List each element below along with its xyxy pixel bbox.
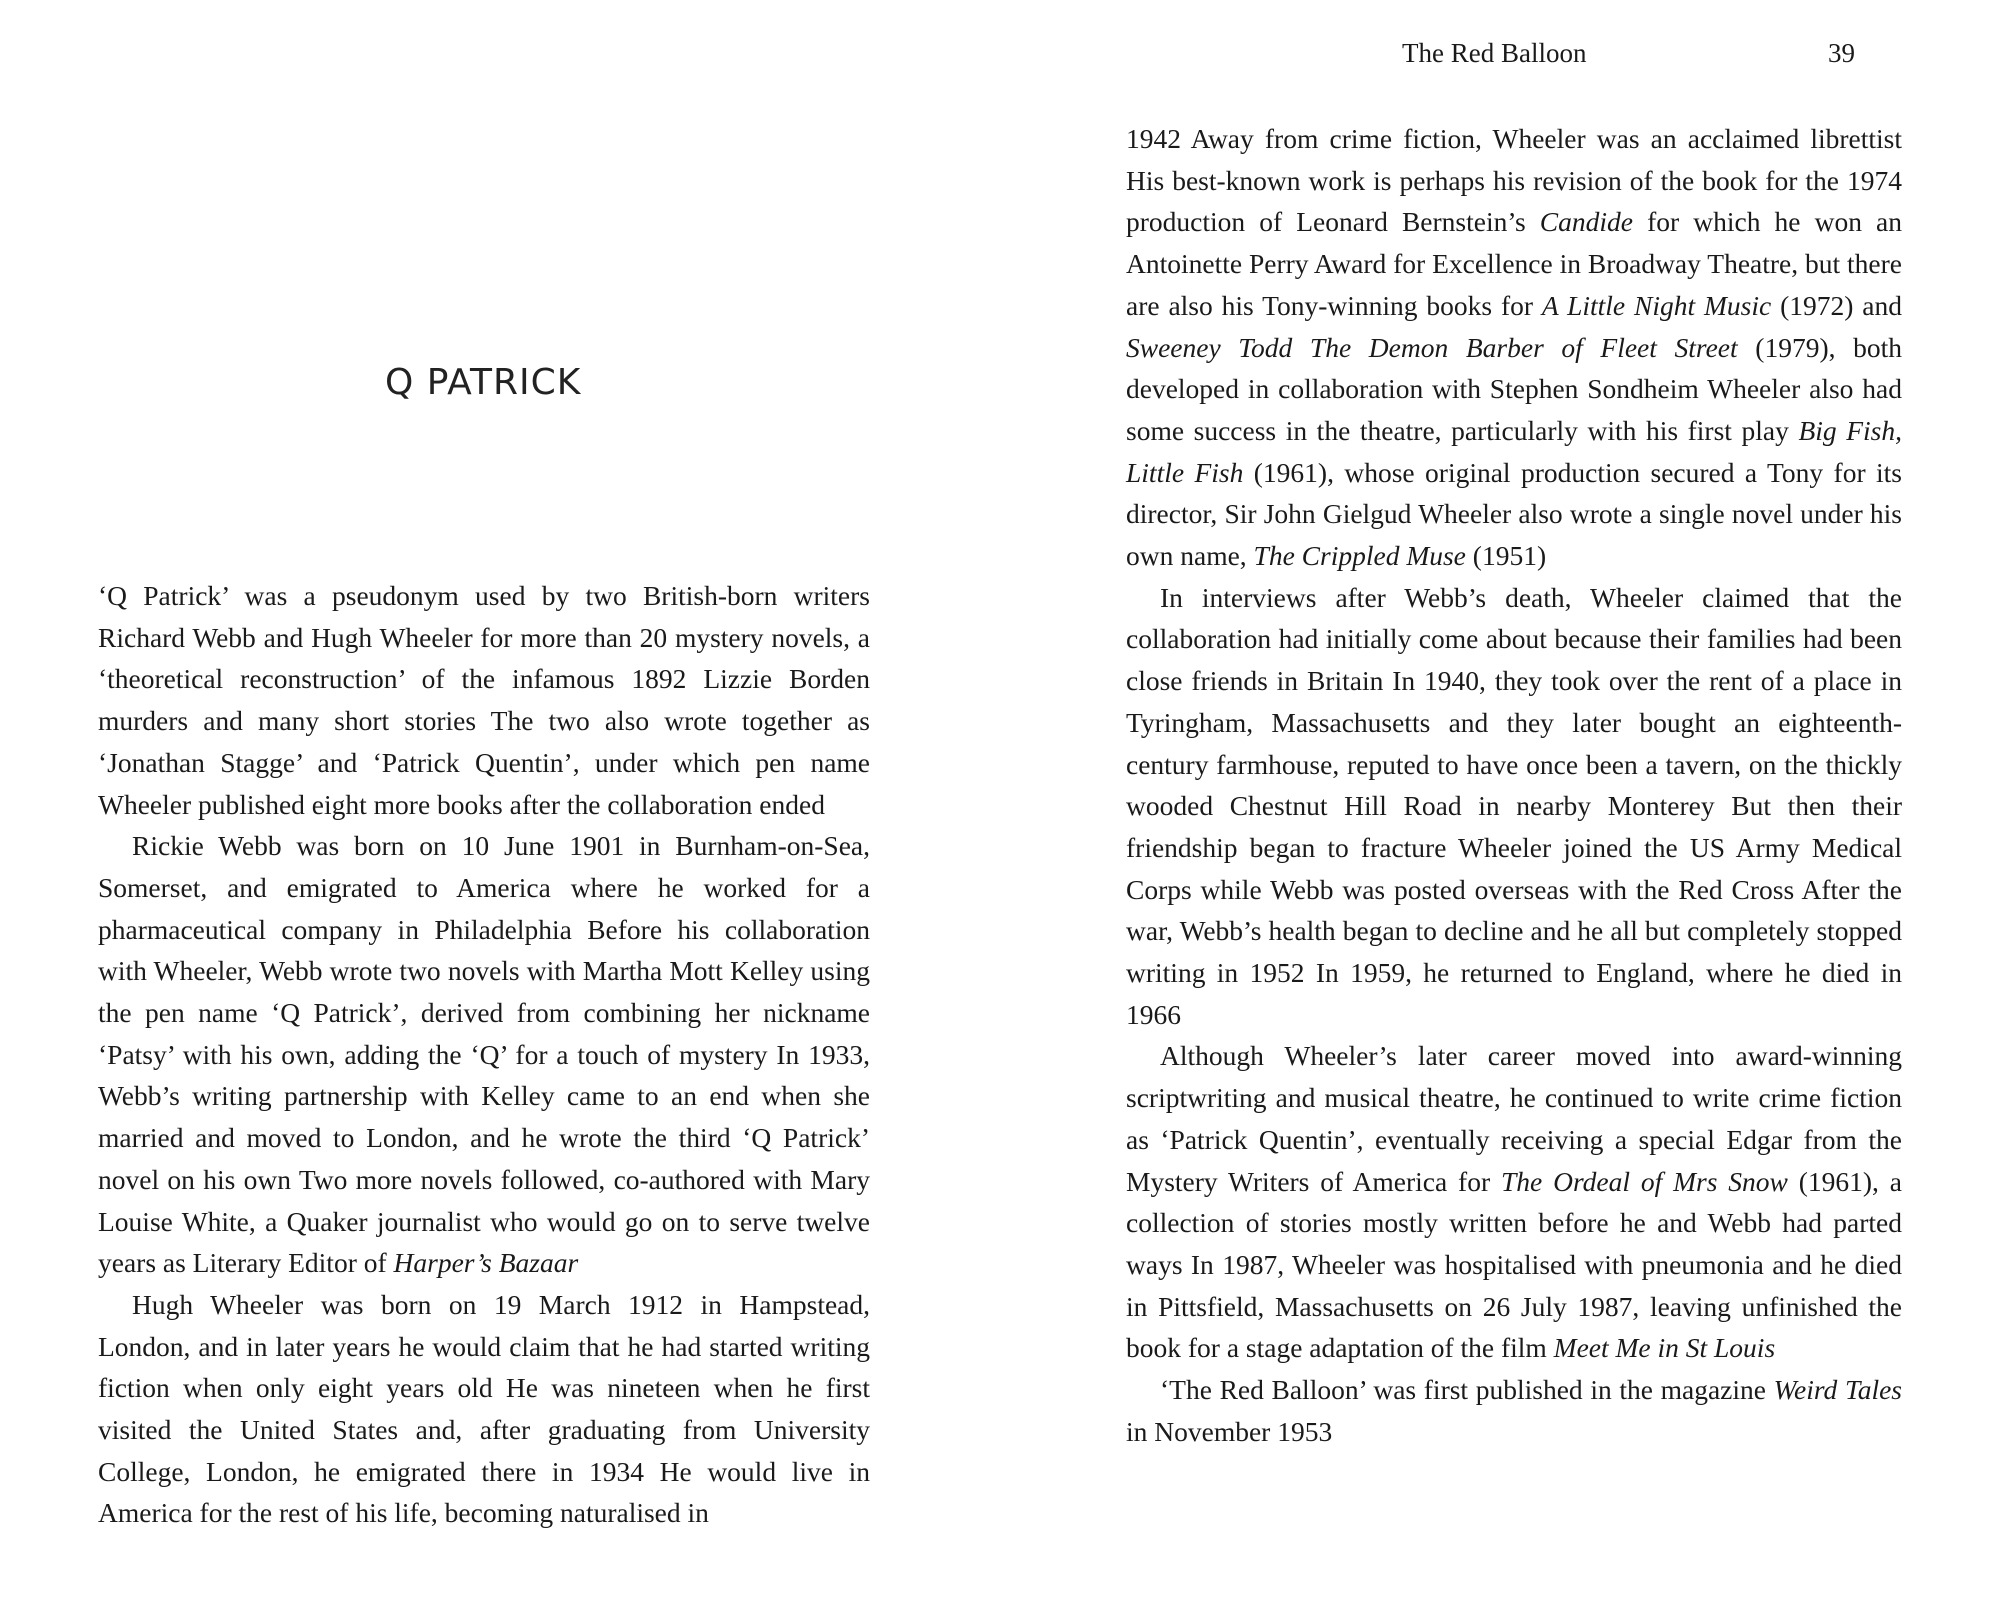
body-paragraph xyxy=(98,575,870,825)
body-paragraph xyxy=(1126,1035,1902,1369)
paragraph-text: (1972) and xyxy=(1771,289,1902,321)
chapter-title: Q PATRICK xyxy=(385,362,582,403)
right-page xyxy=(1000,0,2000,1615)
paragraph-text: (1951) xyxy=(1465,540,1547,572)
paragraph-text: Rickie Webb was born on 10 June 1901 in Burnham-on-Sea, Somerset, and emigrated to America where he worked for a pharmaceutical company in Philadelphia Before his collaboration with Wheeler, Webb wrote two novels with Martha Mott Kelley using the pen name ‘Q Patrick’, derived from combining her nickname ‘Patsy’ with his own, adding the ‘Q’ for a touch of mystery In 1933, Webb’s writing partnership with Kelley came to an end when she married and moved to London, and he wrote the third ‘Q Patrick’ novel on his own Two more novels followed, co-authored with Mary Louise White, a Quaker journalist who would go on to serve twelve years as Literary Editor of xyxy=(98,830,870,1279)
running-head: The Red Balloon xyxy=(1402,38,1587,68)
italic-title: Harper’s Bazaar xyxy=(393,1247,579,1279)
italic-title: A Little Night Music xyxy=(1541,289,1772,321)
body-paragraph xyxy=(98,825,870,1284)
paragraph-text: (1961), a collection of stories mostly written before he and Webb had parted ways In 1987, Wheeler was hospitalised with pneumonia and he died in Pittsfield, Massachusetts on 26 July 1987, leaving unfinished the book for a stage adaptation of the film xyxy=(1126,1165,1902,1364)
paragraph-text: Although Wheeler’s later career moved into award-winning scriptwriting and musical theatre, he continued to write crime fiction as ‘Patrick Quentin’, eventually receiving a special Edgar from the Mystery Writers of America for xyxy=(1126,1040,1902,1197)
right-page-body xyxy=(1126,118,1902,1453)
italic-title: Big Fish, Little Fish xyxy=(1126,414,1902,488)
paragraph-text: for which he won an Antoinette Perry Award for Excellence in Broadway Theatre, but there are also his Tony-winning books for xyxy=(1126,206,1902,321)
italic-title: The Crippled Muse xyxy=(1253,540,1466,572)
italic-title: Meet Me in St Louis xyxy=(1553,1332,1776,1364)
body-paragraph xyxy=(1126,118,1902,577)
italic-title: Sweeney Todd The Demon Barber of Fleet Street xyxy=(1126,331,1738,363)
paragraph-text: Hugh Wheeler was born on 19 March 1912 in Hampstead, London, and in later years he would claim that he had started writing fiction when only eight years old He was nineteen when he first visited the United States and, after graduating from University College, London, he emigrated there in 1934 He would live in America for the rest of his life, becoming naturalised in xyxy=(98,1288,870,1529)
body-paragraph xyxy=(98,1284,870,1534)
paragraph-text: (1979), both developed in collaboration with Stephen Sondheim Wheeler also had some success in the theatre, particularly with his first play xyxy=(1126,331,1902,446)
left-page-body xyxy=(98,575,870,1534)
italic-title: Candide xyxy=(1539,206,1633,238)
italic-title: The Ordeal of Mrs Snow xyxy=(1500,1165,1788,1197)
paragraph-text: (1961), whose original production secured a Tony for its director, Sir John Gielgud Wheeler also wrote a single novel under his own name, xyxy=(1126,456,1903,572)
paragraph-text: ‘Q Patrick’ was a pseudonym used by two British-born writers Richard Webb and Hugh Wheeler for more than 20 mystery novels, a ‘theoretical reconstruction’ of the infamous 1892 Lizzie Borden murders and many short stories The two also wrote together as ‘Jonathan Stagge’ and ‘Patrick Quentin’, under which pen name Wheeler published eight more books after the collaboration ended xyxy=(98,580,870,820)
paragraph-text: ‘The Red Balloon’ was first published in the magazine xyxy=(1160,1374,1774,1406)
italic-title: Weird Tales xyxy=(1773,1374,1903,1406)
paragraph-text: 1942 Away from crime fiction, Wheeler was an acclaimed librettist His best-known work is perhaps his revision of the book for the 1974 production of Leonard Bernstein’s xyxy=(1126,123,1902,238)
paragraph-text: in November 1953 xyxy=(1126,1415,1333,1447)
body-paragraph xyxy=(1126,577,1902,1036)
body-paragraph xyxy=(1126,1369,1902,1452)
page-number: 39 xyxy=(1828,38,1855,68)
paragraph-text: In interviews after Webb’s death, Wheeler claimed that the collaboration had initially come about because their families had been close friends in Britain In 1940, they took over the rent of a place in Tyringham, Massachusetts and they later bought an eighteenth-century farmhouse, reputed to have once been a tavern, on the thickly wooded Chestnut Hill Road in nearby Monterey But then their friendship began to fracture Wheeler joined the US Army Medical Corps while Webb was posted overseas with the Red Cross After the war, Webb’s health began to decline and he all but completely stopped writing in 1952 In 1959, he returned to England, where he died in 1966 xyxy=(1126,581,1902,1030)
